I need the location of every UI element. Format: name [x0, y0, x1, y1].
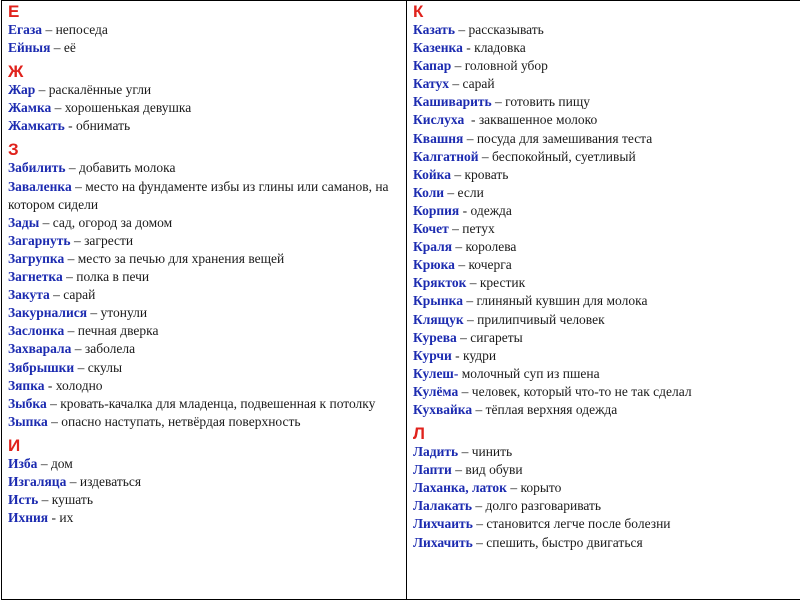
entry-separator: –: [472, 498, 486, 514]
entry-separator: -: [44, 377, 56, 393]
glossary-entry: [8, 250, 400, 268]
entry-definition: её: [63, 40, 76, 56]
glossary-entry: [8, 117, 400, 135]
glossary-entry: [413, 148, 800, 166]
entry-term: Кулёма: [413, 383, 459, 399]
entry-definition: корыто: [520, 480, 562, 496]
section-letter: Ж: [8, 62, 24, 82]
glossary-entry: [8, 159, 400, 177]
glossary-entry: [8, 232, 400, 250]
entry-definition: чинить: [471, 444, 513, 460]
entry-term: Кочет: [413, 221, 449, 237]
entry-term: Жамка: [8, 100, 52, 116]
entry-definition: полка в печи: [76, 269, 150, 285]
entry-separator: -: [451, 347, 464, 363]
entry-separator: –: [47, 413, 62, 429]
entry-definition: становится легче после болезни: [486, 516, 671, 532]
entry-separator: –: [70, 232, 85, 248]
entry-definition: раскалённые угли: [48, 82, 152, 98]
entry-separator: –: [454, 257, 469, 273]
entry-definition: место на фундаменте избы из глины или саманов, на котором сидели: [8, 178, 389, 212]
entry-separator: –: [463, 311, 478, 327]
glossary-entry: [413, 57, 800, 75]
entry-term: Койка: [413, 166, 451, 182]
entry-separator: -: [464, 112, 479, 128]
entry-definition: рассказывать: [468, 22, 544, 37]
entry-term: Ихния: [8, 510, 49, 526]
glossary-entry: [413, 479, 800, 497]
entry-separator: –: [458, 383, 472, 399]
entry-term: Краля: [413, 239, 453, 255]
entry-separator: -: [48, 510, 60, 526]
glossary-entry: [413, 443, 800, 461]
entry-term: Егаза: [8, 22, 43, 37]
entry-separator: –: [64, 250, 78, 266]
glossary-row: [2, 1, 800, 600]
entry-term: Жамкать: [8, 118, 65, 134]
entry-term: Закурналися: [8, 305, 88, 321]
entry-separator: –: [37, 455, 51, 471]
entry-term: Зыбка: [8, 395, 47, 411]
entry-separator: –: [458, 444, 472, 460]
entry-separator: –: [51, 100, 65, 116]
entry-separator: –: [46, 395, 61, 411]
entry-definition: кладовка: [474, 40, 526, 56]
entry-separator: –: [49, 287, 64, 303]
entry-term: Ейныя: [8, 40, 51, 56]
glossary-entry: [8, 395, 400, 413]
glossary-entry: [8, 473, 400, 491]
section-letter: З: [8, 140, 19, 160]
entry-term: Исть: [8, 492, 39, 508]
entry-term: Зады: [8, 214, 40, 230]
glossary-entry: [8, 178, 400, 214]
entry-separator: –: [466, 275, 480, 291]
entry-definition: кудри: [463, 347, 497, 363]
entry-separator: –: [39, 214, 53, 230]
entry-separator: –: [448, 76, 463, 92]
entry-definition: их: [59, 510, 74, 526]
entry-separator: –: [472, 516, 487, 532]
entry-definition: одежда: [470, 202, 512, 218]
entry-term: Клящук: [413, 311, 464, 327]
section-letter: И: [8, 435, 21, 455]
entry-term: Курчи: [413, 347, 452, 363]
entry-separator: –: [506, 480, 521, 496]
glossary-entry: [413, 166, 800, 184]
entry-definition: сарай: [462, 76, 495, 92]
letter-section: [8, 141, 400, 430]
entry-separator: –: [462, 293, 477, 309]
entry-separator: -: [462, 40, 475, 56]
section-letter: К: [413, 2, 424, 21]
glossary-entry: [8, 214, 400, 232]
entry-separator: –: [463, 130, 477, 146]
glossary-entry: [413, 202, 800, 220]
entry-definition: непоседа: [55, 22, 108, 37]
glossary-entry: [8, 359, 400, 377]
entry-term: Жар: [8, 82, 36, 98]
entry-definition: заквашенное молоко: [478, 112, 598, 128]
glossary-entry: [413, 220, 800, 238]
entry-term: Кашиварить: [413, 94, 492, 110]
entry-separator: –: [64, 323, 78, 339]
entry-definition: издеваться: [79, 473, 142, 489]
entry-separator: –: [452, 239, 466, 255]
entry-term: Заслонка: [8, 323, 65, 339]
entry-term: Заваленка: [8, 178, 72, 194]
entry-term: Курева: [413, 329, 457, 345]
glossary-entry: [413, 130, 800, 148]
glossary-entry: [8, 99, 400, 117]
entry-separator: –: [448, 221, 463, 237]
entry-term: Закута: [8, 287, 50, 303]
entry-separator: –: [472, 534, 487, 550]
entry-separator: –: [71, 178, 86, 194]
entry-separator: –: [71, 341, 85, 357]
entry-definition: кровать: [464, 166, 509, 182]
entry-definition: беспокойный, суетливый: [492, 148, 636, 164]
entry-definition: печная дверка: [77, 323, 159, 339]
section-letter: Е: [8, 2, 20, 21]
entry-separator: –: [451, 58, 465, 74]
entry-separator: –: [456, 329, 471, 345]
entry-definition: кушать: [51, 492, 93, 508]
glossary-entry: [413, 238, 800, 256]
glossary-entry: [413, 347, 800, 365]
entry-separator: –: [42, 22, 56, 37]
entry-term: Зябрышки: [8, 359, 75, 375]
entry-definition: готовить пищу: [505, 94, 591, 110]
entry-term: Загарнуть: [8, 232, 71, 248]
entry-term: Лихачить: [413, 534, 473, 550]
glossary-table: [1, 0, 800, 600]
entry-term: Катух: [413, 76, 449, 92]
glossary-entry: [8, 413, 400, 431]
glossary-entry: [413, 383, 800, 401]
glossary-column-right: [407, 1, 800, 600]
entry-separator: –: [66, 473, 80, 489]
entry-term: Квашня: [413, 130, 464, 146]
entry-definition: загрести: [84, 232, 134, 248]
glossary-entry: [413, 497, 800, 515]
entry-separator: -: [64, 118, 76, 134]
entry-definition: утонули: [100, 305, 148, 321]
entry-separator: –: [450, 166, 465, 182]
glossary-entry: [413, 256, 800, 274]
entry-definition: королева: [465, 239, 517, 255]
glossary-entry: [8, 268, 400, 286]
glossary-entry: [8, 491, 400, 509]
glossary-entry: [8, 509, 400, 527]
entry-definition: добавить молока: [79, 160, 176, 176]
entry-definition: прилипчивый человек: [477, 311, 605, 327]
entry-definition: головной убор: [464, 58, 548, 74]
entry-term: Кислуха: [413, 112, 465, 128]
entry-definition: вид обуви: [465, 462, 523, 478]
entry-definition: молочный суп из пшена: [461, 365, 600, 381]
entry-term: Кулеш-: [413, 365, 459, 381]
entry-definition: кровать-качалка для младенца, подвешенная к потолку: [60, 395, 376, 411]
entry-definition: опасно наступать, нетвёрдая поверхность: [61, 413, 301, 429]
entry-definition: если: [457, 184, 484, 200]
entry-term: Зыпка: [8, 413, 48, 429]
entry-term: Капар: [413, 58, 452, 74]
entry-separator: –: [87, 305, 101, 321]
entry-separator: –: [38, 492, 52, 508]
entry-definition: тёплая верхняя одежда: [485, 401, 618, 417]
entry-term: Казенка: [413, 40, 463, 56]
entry-separator: –: [444, 184, 458, 200]
glossary-entry: [413, 184, 800, 202]
glossary-entry: [8, 340, 400, 358]
entry-term: Лапти: [413, 462, 452, 478]
glossary-entry: [413, 21, 800, 39]
entry-term: Загрупка: [8, 250, 65, 266]
glossary-entry: [413, 461, 800, 479]
entry-definition: обнимать: [75, 118, 131, 134]
entry-definition: хорошенькая девушка: [64, 100, 192, 116]
entry-term: Лаханка, латок: [413, 480, 507, 496]
entry-separator: –: [74, 359, 88, 375]
entry-term: Захварала: [8, 341, 72, 357]
glossary-entry: [8, 21, 400, 39]
glossary-entry: [413, 401, 800, 419]
entry-definition: место за печью для хранения вещей: [77, 250, 285, 266]
entry-term: Изба: [8, 455, 38, 471]
letter-section: [8, 437, 400, 527]
entry-definition: долго разговаривать: [485, 498, 602, 514]
entry-term: Изгаляца: [8, 473, 67, 489]
entry-separator: –: [454, 22, 469, 37]
glossary-entry: [8, 322, 400, 340]
entry-separator: –: [478, 148, 493, 164]
entry-separator: –: [62, 269, 77, 285]
entry-definition: скулы: [87, 359, 123, 375]
letter-section: [8, 3, 400, 57]
entry-term: Лихчаить: [413, 516, 473, 532]
entry-term: Кухвайка: [413, 401, 473, 417]
entry-term: Ладить: [413, 444, 459, 460]
entry-definition: дом: [50, 455, 73, 471]
letter-section: [413, 3, 800, 419]
entry-definition: сигареты: [470, 329, 523, 345]
entry-definition: спешить, быстро двигаться: [486, 534, 643, 550]
glossary-entry: [8, 286, 400, 304]
glossary-entry: [8, 39, 400, 57]
entry-definition: сад, огород за домом: [52, 214, 173, 230]
section-letter: Л: [413, 424, 425, 444]
entry-separator: –: [50, 40, 64, 56]
entry-separator: -: [459, 202, 471, 218]
entry-definition: холодно: [55, 377, 103, 393]
glossary-entry: [8, 304, 400, 322]
entry-term: Забилить: [8, 160, 66, 176]
letter-section: [413, 425, 800, 552]
glossary-entry: [8, 455, 400, 473]
entry-definition: заболела: [84, 341, 136, 357]
entry-term: Крякток: [413, 275, 467, 291]
entry-definition: петух: [462, 221, 495, 237]
entry-separator: –: [451, 462, 466, 478]
entry-term: Казать: [413, 22, 455, 37]
glossary-entry: [413, 534, 800, 552]
glossary-column-left: [2, 1, 407, 600]
glossary-entry: [8, 377, 400, 395]
glossary-entry: [413, 365, 800, 383]
entry-separator: –: [35, 82, 49, 98]
entry-separator: –: [491, 94, 506, 110]
entry-term: Крюка: [413, 257, 455, 273]
glossary-entry: [413, 111, 800, 129]
entry-term: Корпия: [413, 202, 460, 218]
glossary-entry: [413, 75, 800, 93]
glossary-entry: [413, 39, 800, 57]
glossary-entry: [8, 81, 400, 99]
entry-separator: –: [65, 160, 80, 176]
entry-definition: человек, который что-то не так сделал: [471, 383, 692, 399]
entry-term: Калгатной: [413, 148, 479, 164]
entry-definition: крестик: [479, 275, 526, 291]
entry-definition: кочерга: [468, 257, 512, 273]
entry-term: Лалакать: [413, 498, 472, 514]
entry-definition: сарай: [63, 287, 96, 303]
glossary-entry: [413, 311, 800, 329]
glossary-entry: [413, 329, 800, 347]
entry-term: Зяпка: [8, 377, 45, 393]
glossary-entry: [413, 274, 800, 292]
letter-section: [8, 63, 400, 135]
entry-term: Крынка: [413, 293, 463, 309]
entry-definition: посуда для замешивания теста: [476, 130, 653, 146]
entry-separator: –: [472, 401, 486, 417]
entry-definition: глиняный кувшин для молока: [476, 293, 648, 309]
entry-term: Коли: [413, 184, 445, 200]
glossary-entry: [413, 93, 800, 111]
entry-term: Загнетка: [8, 269, 63, 285]
glossary-entry: [413, 515, 800, 533]
glossary-entry: [413, 292, 800, 310]
